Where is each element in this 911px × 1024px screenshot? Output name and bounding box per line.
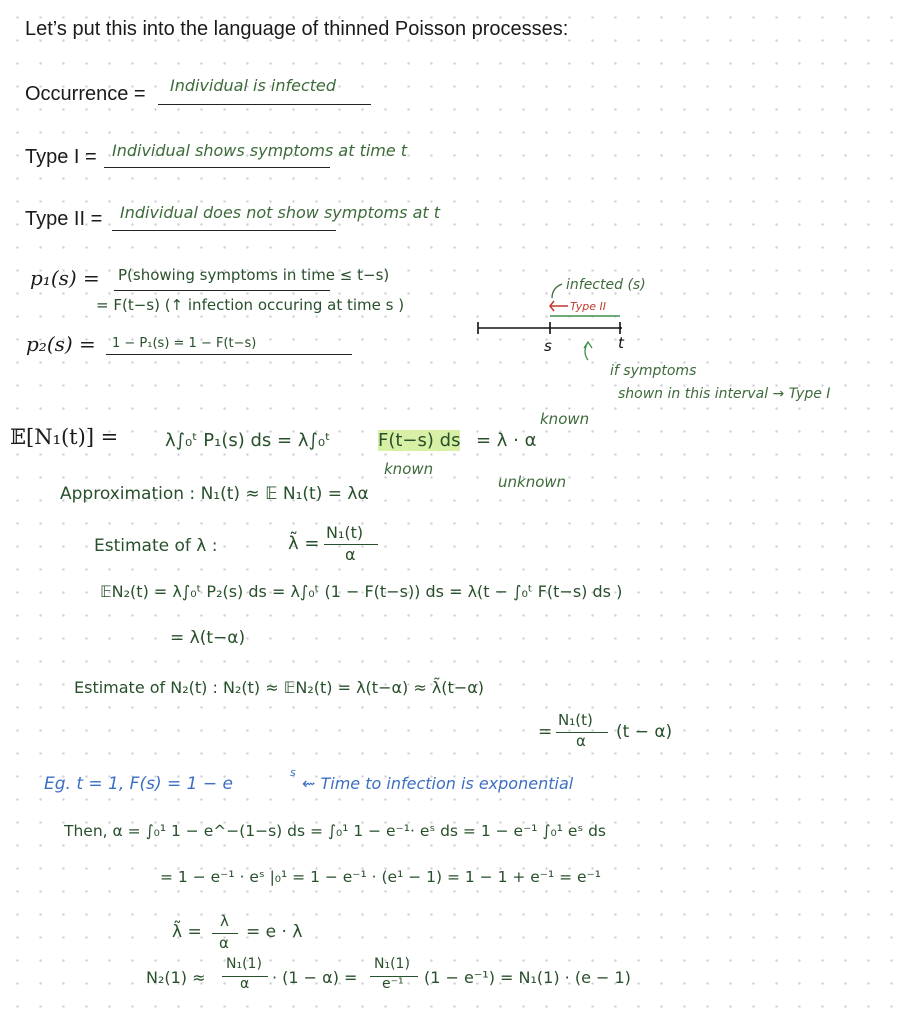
estimate-n2-frac-num: N₁(t) [558, 711, 593, 729]
known-top-label: known [540, 410, 590, 428]
en2-line: 𝔼N₂(t) = λ∫₀ᵗ P₂(s) ds = λ∫₀ᵗ (1 − F(t−s)) ds = λ(t − ∫₀ᵗ F(t−s) ds ) [100, 582, 623, 601]
p1-underline [114, 290, 330, 291]
type1-value: Individual shows symptoms at time t [112, 141, 408, 160]
known-bottom-label: known [384, 460, 434, 478]
expectation-lhs: 𝔼[N₁(t)] = [10, 425, 119, 449]
p2-value: 1 − P₁(s) = 1 − F(t−s) [112, 336, 257, 351]
type1-underline [104, 167, 330, 168]
lambda-tilde-eq: λ̃ = [288, 533, 320, 554]
p2-label: p₂(s) = [26, 332, 96, 356]
estimate-lambda-label: Estimate of λ : [94, 536, 218, 556]
estimate-n2-frac-den: α [576, 732, 586, 750]
p2-underline [106, 354, 352, 355]
infected-arrow [552, 284, 562, 298]
lambda-tilde-example: λ̃ = [172, 922, 202, 942]
unknown-label: unknown [498, 473, 567, 491]
eval-line: = 1 − e⁻¹ · eˢ |₀¹ = 1 − e⁻¹ · (e¹ − 1) = 1 − 1 + e⁻¹ = e⁻¹ [160, 868, 601, 886]
p1-value: P(showing symptoms in time ≤ t−s) [118, 266, 390, 284]
estimate-n2-line: Estimate of N₂(t) : N₂(t) ≈ 𝔼N₂(t) = λ(t−α) ≈ λ̃(t−α) [74, 678, 485, 697]
expectation-eq-highlight: F(t−s) ds [378, 430, 461, 451]
then-line: Then, α = ∫₀¹ 1 − e^−(1−s) ds = ∫₀¹ 1 − e⁻¹· eˢ ds = 1 − e⁻¹ ∫₀¹ eˢ ds [64, 822, 606, 840]
p1-label: p₁(s) = [30, 266, 100, 290]
n2-start: N₂(1) ≈ [146, 968, 206, 987]
estimate-n2-eq: = [538, 722, 553, 742]
timeline-diagram [470, 268, 911, 408]
note-line1: if symptoms [610, 363, 697, 379]
note-line2: shown in this interval → Type I [618, 386, 831, 402]
occurrence-label: Occurrence = [25, 83, 146, 105]
n2-end: (1 − e⁻¹) = N₁(1) · (e − 1) [424, 968, 631, 987]
occurrence-underline [158, 104, 371, 105]
frac-n1t-den: α [345, 545, 356, 564]
note-arrow [584, 342, 592, 360]
n2-mid: · (1 − α) = [272, 968, 358, 987]
example-line: Eg. t = 1, F(s) = 1 − e [44, 774, 233, 794]
lambda-tilde-tail: = e · λ [246, 922, 303, 942]
type2-label: Type II = [25, 208, 103, 230]
s-label: s [544, 337, 552, 355]
n2-frac1-den: α [240, 976, 250, 992]
example-exp: s [290, 766, 296, 779]
page-heading: Let’s put this into the language of thinned Poisson processes: [25, 18, 569, 40]
frac-lambda-den: α [219, 934, 229, 952]
frac-n1t-num: N₁(t) [326, 523, 364, 542]
occurrence-value: Individual is infected [170, 76, 337, 95]
approximation-line: Approximation : N₁(t) ≈ 𝔼 N₁(t) = λα [60, 484, 369, 504]
n2-frac2-den: e⁻¹ [382, 976, 404, 992]
estimate-n2-tail: (t − α) [616, 722, 673, 742]
p1-value-line2: = F(t−s) (↑ infection occuring at time s ) [96, 296, 405, 314]
type2-value: Individual does not show symptoms at t [120, 203, 440, 222]
type1-label: Type I = [25, 146, 97, 168]
en2-result: = λ(t−α) [170, 628, 246, 648]
type2-underline [112, 230, 336, 231]
frac-lambda-num: λ [220, 912, 229, 930]
type2-label: Type II [570, 300, 607, 313]
n2-frac2-num: N₁(1) [374, 956, 410, 972]
expectation-eq-part1: λ∫₀ᵗ P₁(s) ds = λ∫₀ᵗ [165, 430, 331, 451]
n2-frac1-num: N₁(1) [226, 956, 262, 972]
expectation-eq-part2: = λ · α [476, 430, 537, 451]
infected-label: infected (s) [566, 277, 646, 293]
example-note: ⇜ Time to infection is exponential [302, 774, 574, 793]
t-label: t [618, 334, 624, 352]
